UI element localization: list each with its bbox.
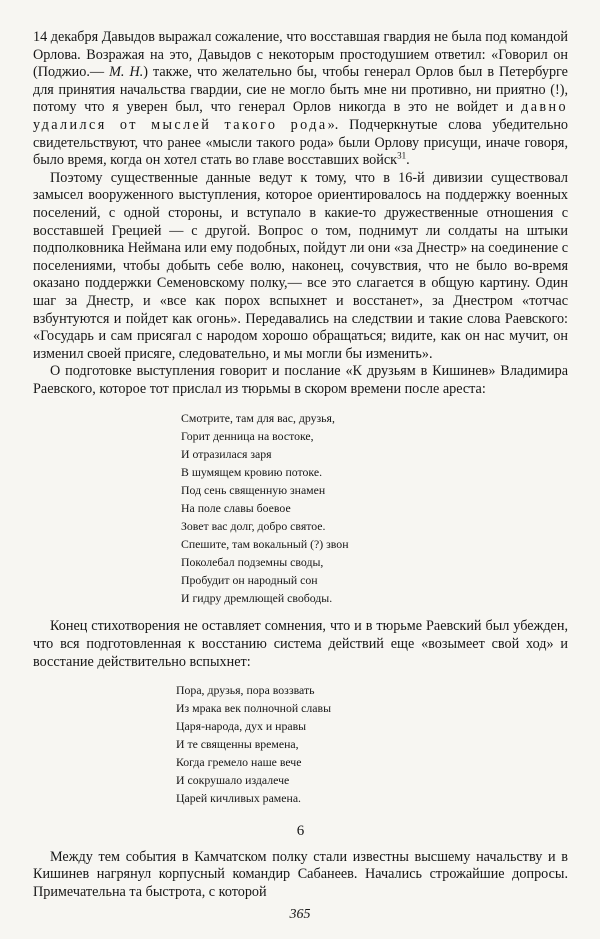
poem-line: И отразилася заря (181, 447, 272, 462)
poem-line: Пробудит он народный сон (181, 573, 318, 588)
poem-line: Под сень священную знамен (181, 483, 326, 498)
poem-line: Зовет вас долг, добро святое. (181, 519, 326, 534)
paragraph-1-text-b: ) также, что желательно бы, чтобы генерал Орлов был в Петербурге для принятия начальства гвардии, сие не могло быть мне ни противно, ни приятно (!), потому что я уверен был, что генерал Орлов никогда в это не войдет и (33, 64, 568, 116)
poem-line: Смотрите, там для вас, друзья, (181, 411, 335, 426)
poem-line: И сокрушало издалече (176, 773, 290, 788)
poem-line: И гидру дремлющей свободы. (181, 591, 333, 606)
paragraph-1-text-d: . (406, 152, 410, 169)
poem-2 (176, 681, 568, 807)
editor-initials: М. Н. (109, 64, 144, 81)
page-number: 365 (289, 907, 311, 922)
paragraph-1-text-a: 14 декабря Давыдов выражал сожаление, что восставшая гвардия не была под командой Орлова. Возражая на это, Давыдов с некоторым простодушием ответил: «Говорил он (Поджио.— (33, 29, 568, 81)
paragraph-5: Между тем события в Камчатском полку стали известны высшему начальству и в Кишинев нагрянул корпусный командир Сабанеев. Начались строжайшие допросы. Примечательна та быстрота, с которой (33, 848, 568, 901)
poem-line: Спешите, там вокальный (?) звон (181, 537, 349, 552)
page-body (33, 29, 568, 902)
paragraph-1-text-c: ». Подчеркнутые слова убедительно свидетельствуют, что ранее «мысли такого рода» были Орлову присущи, иначе говоря, было время, когда он хотел стать во главе восставших войск (33, 116, 569, 169)
poem-line: В шумящем кровию потоке. (181, 465, 323, 480)
poem-line: Поколебал подземны своды, (181, 555, 324, 570)
paragraph-1 (33, 29, 568, 170)
poem-line: Горит денница на востоке, (181, 429, 314, 444)
poem-line: Когда гремело наше вече (176, 755, 302, 770)
poem-line: Из мрака век полночной славы (176, 701, 331, 716)
poem-line: И те священны времена, (176, 737, 299, 752)
paragraph-4: Конец стихотворения не оставляет сомнения, что и в тюрьме Раевский был убежден, что вся подготовленная к восстанию система действий еще «возымеет свой ход» и восстание действительно вспыхнет: (33, 618, 568, 670)
paragraph-3: О подготовке выступления говорит и послание «К друзьям в Кишинев» Владимира Раевского, которое тот прислал из тюрьмы в скором времени после ареста: (33, 363, 568, 397)
poem-line: На поле славы боевое (181, 501, 291, 516)
emphasized-phrase: давно удалился от мыслей такого рода (33, 99, 568, 133)
poem-line: Царей кичливых рамена. (176, 791, 302, 806)
paragraph-2: Поэтому существенные данные ведут к тому, что в 16-й дивизии существовал замысел вооруженного выступления, которое ориентировалось на поддержку военных поселений, с одной стороны, и вступало в какие-то дружественные отношения с восставшей Грецией — с другой. Вопрос о том, поднимут ли солдаты на штыки подполковника Неймана или ему подобных, пойдут ли они «за Днестр» на соединение с поселениями, чтобы добыть себе волю, наконец, сочувствия, что не было во-время оказано поддержки Семеновскому полку,— все это слагается в общую картину. Один шаг за Днестр, и «все как порох вспыхнет и восстанет», за Днестром «тотчас взбунтуются и пойдет как огонь». Передавались на следствии и такие слова Раевского: «Государь и сам присягал с народом хорошо обращаться; видите, как он нас мучит, он изменил своей присяге, следовательно, и мы могли бы изменить». (33, 169, 568, 362)
poem-line: Пора, друзья, пора воззвать (176, 683, 315, 698)
footnote-ref: 31 (397, 150, 407, 161)
poem-line: Царя-народа, дух и нравы (176, 719, 307, 734)
section-number: 6 (296, 823, 305, 840)
poem-1 (181, 409, 568, 607)
